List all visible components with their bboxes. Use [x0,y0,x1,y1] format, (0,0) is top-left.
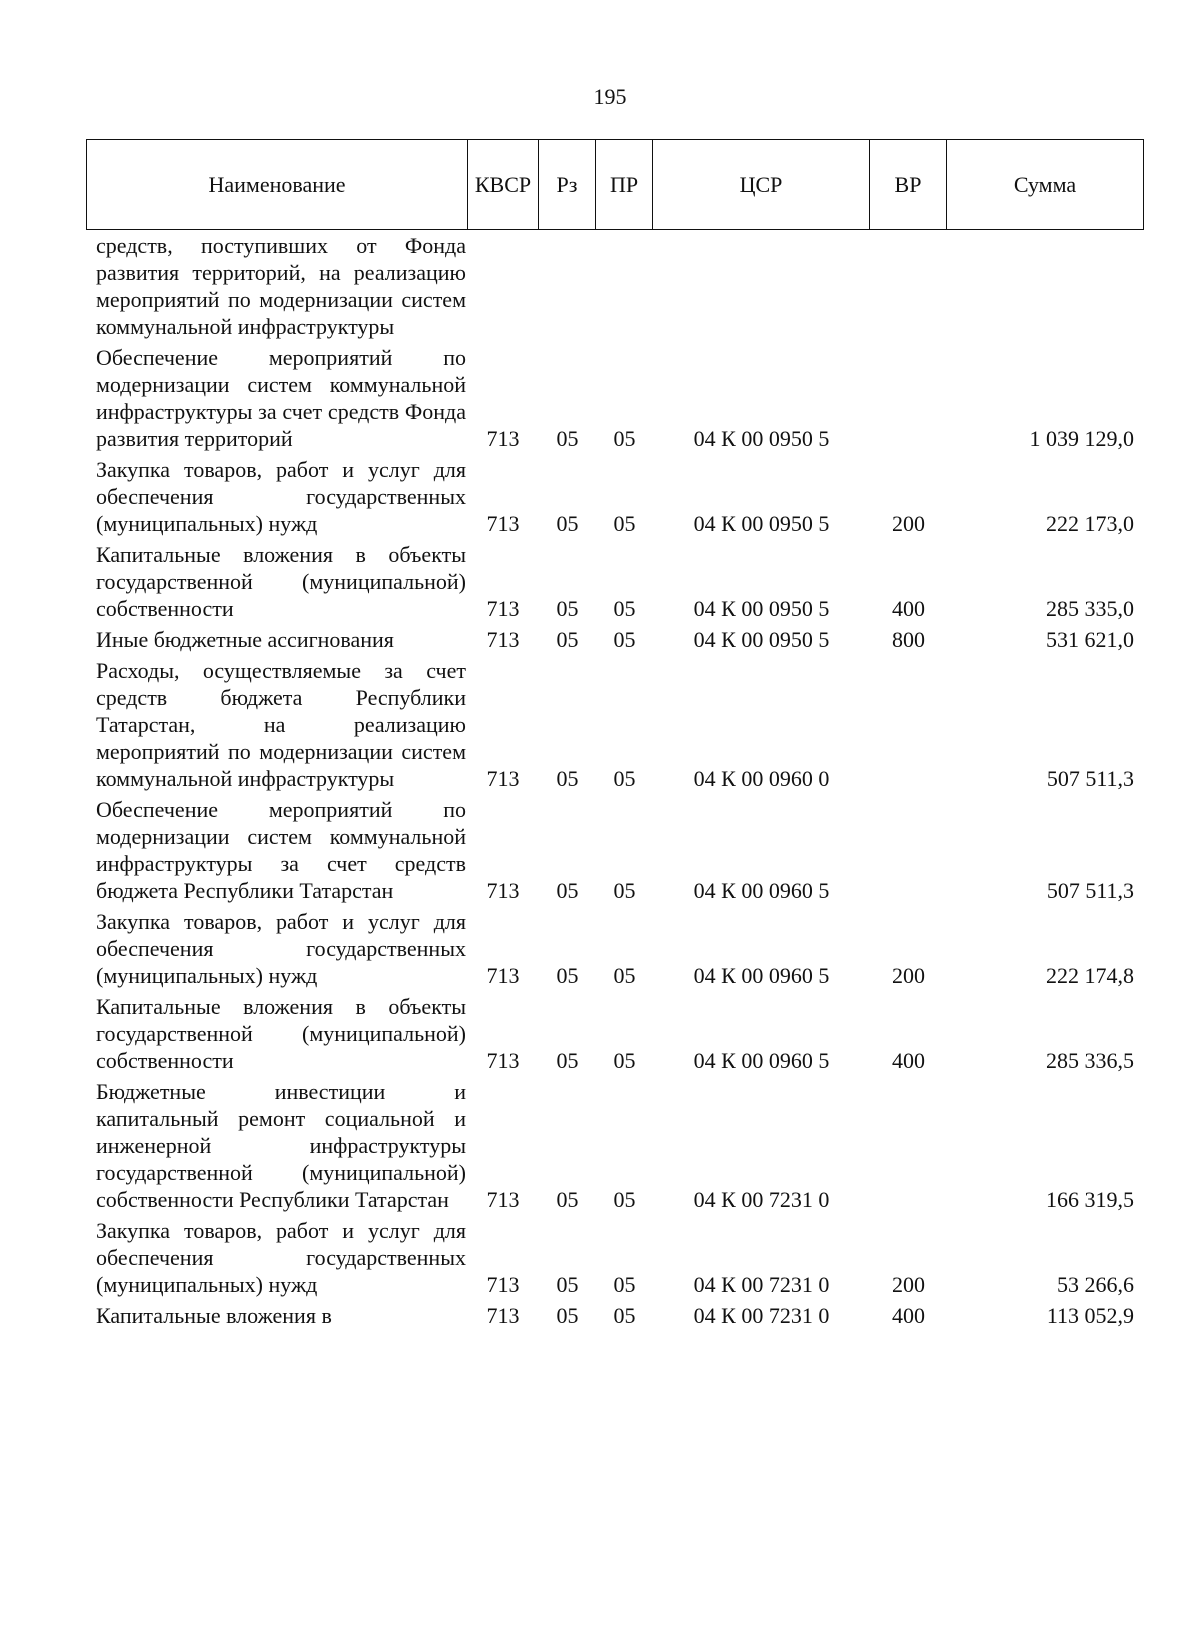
table-row [86,541,1144,622]
row-csr: 04 К 00 0960 0 [693,766,830,791]
row-vr: 400 [892,596,925,621]
row-csr: 04 К 00 0950 5 [693,627,830,652]
row-name: Закупка товаров, работ и услуг для обеспечения государственных (муниципальных) нужд [96,909,466,988]
table-body [86,232,1144,1333]
row-pr: 05 [613,1187,636,1212]
row-sum: 507 511,3 [1046,766,1134,791]
row-csr: 04 К 00 7231 0 [693,1187,830,1212]
row-name: Обеспечение мероприятий по модернизации систем коммунальной инфраструктуры за счет средств бюджета Республики Татарстан [96,797,466,903]
row-pr: 05 [613,627,636,652]
row-rz: 05 [556,1303,579,1328]
row-sum: 166 319,5 [1046,1187,1134,1212]
row-name: средств, поступивших от Фонда развития территорий, на реализацию мероприятий по модернизации систем коммунальной инфраструктуры [96,233,466,339]
row-rz: 05 [556,596,579,621]
row-sum: 285 335,0 [1046,596,1134,621]
table-header [86,139,1144,230]
row-kvsr: 713 [486,1303,520,1328]
row-csr: 04 К 00 0960 5 [693,878,830,903]
table-row [86,796,1144,904]
row-kvsr: 713 [486,1272,520,1297]
row-vr: 400 [892,1048,925,1073]
row-rz: 05 [556,1048,579,1073]
row-csr: 04 К 00 0950 5 [693,426,830,451]
row-kvsr: 713 [486,1187,520,1212]
column-header-name: Наименование [87,140,468,229]
row-name: Капитальные вложения в объекты государственной (муниципальной) собственности [96,994,466,1073]
row-pr: 05 [613,596,636,621]
row-csr: 04 К 00 0950 5 [693,511,830,536]
row-rz: 05 [556,511,579,536]
row-rz: 05 [556,878,579,903]
column-header-sum: Сумма [1013,171,1077,197]
row-name: Бюджетные инвестиции и капитальный ремонт социальной и инженерной инфраструктуры государственной (муниципальной) собственности Республики Татарстан [96,1079,466,1212]
row-vr: 200 [892,1272,925,1297]
row-name: Расходы, осуществляемые за счет средств бюджета Республики Татарстан, на реализацию мероприятий по модернизации систем коммунальной инфраструктуры [96,658,466,791]
row-name: Капитальные вложения в объекты государственной (муниципальной) собственности [96,542,466,621]
row-vr: 200 [892,963,925,988]
row-csr: 04 К 00 0960 5 [693,1048,830,1073]
row-kvsr: 713 [486,878,520,903]
table-row [86,232,1144,340]
row-sum: 531 621,0 [1046,627,1134,652]
row-kvsr: 713 [486,511,520,536]
row-rz: 05 [556,426,579,451]
row-vr: 400 [892,1303,925,1328]
row-sum: 222 173,0 [1046,511,1134,536]
column-header-vr: ВР [870,140,947,229]
row-kvsr: 713 [486,963,520,988]
table-row [86,657,1144,792]
row-pr: 05 [613,766,636,791]
row-pr: 05 [613,511,636,536]
row-pr: 05 [613,1272,636,1297]
row-pr: 05 [613,878,636,903]
table-row [86,344,1144,452]
row-csr: 04 К 00 7231 0 [693,1303,830,1328]
row-kvsr: 713 [486,596,520,621]
row-pr: 05 [613,963,636,988]
row-kvsr: 713 [486,627,520,652]
table-row [86,1078,1144,1213]
table-row [86,1217,1144,1298]
row-sum: 285 336,5 [1046,1048,1134,1073]
row-name: Иные бюджетные ассигнования [96,627,394,652]
row-vr: 200 [892,511,925,536]
row-csr: 04 К 00 0960 5 [693,963,830,988]
row-vr: 800 [892,627,925,652]
column-header-kvsr: КВСР [468,140,539,229]
row-sum: 1 039 129,0 [1029,426,1134,451]
row-sum: 507 511,3 [1046,878,1134,903]
row-name: Закупка товаров, работ и услуг для обеспечения государственных (муниципальных) нужд [96,457,466,536]
page-number: 195 [593,84,627,109]
row-name: Закупка товаров, работ и услуг для обеспечения государственных (муниципальных) нужд [96,1218,466,1297]
row-sum: 222 174,8 [1046,963,1134,988]
table-row [86,456,1144,537]
row-sum: 53 266,6 [1057,1272,1134,1297]
column-header-rz: Рз [539,140,596,229]
row-kvsr: 713 [486,426,520,451]
row-csr: 04 К 00 7231 0 [693,1272,830,1297]
row-rz: 05 [556,627,579,652]
row-pr: 05 [613,1048,636,1073]
column-header-csr: ЦСР [653,140,870,229]
row-kvsr: 713 [486,1048,520,1073]
row-sum: 113 052,9 [1046,1303,1134,1328]
row-pr: 05 [613,1303,636,1328]
row-csr: 04 К 00 0950 5 [693,596,830,621]
row-rz: 05 [556,1272,579,1297]
table-row [86,908,1144,989]
row-rz: 05 [556,766,579,791]
row-rz: 05 [556,963,579,988]
row-kvsr: 713 [486,766,520,791]
row-name: Обеспечение мероприятий по модернизации систем коммунальной инфраструктуры за счет средств Фонда развития территорий [96,345,466,451]
row-rz: 05 [556,1187,579,1212]
row-pr: 05 [613,426,636,451]
column-header-pr: ПР [596,140,653,229]
row-name: Капитальные вложения в [96,1303,332,1328]
table-row [86,1302,1144,1329]
table-row [86,993,1144,1074]
table-row [86,626,1144,653]
